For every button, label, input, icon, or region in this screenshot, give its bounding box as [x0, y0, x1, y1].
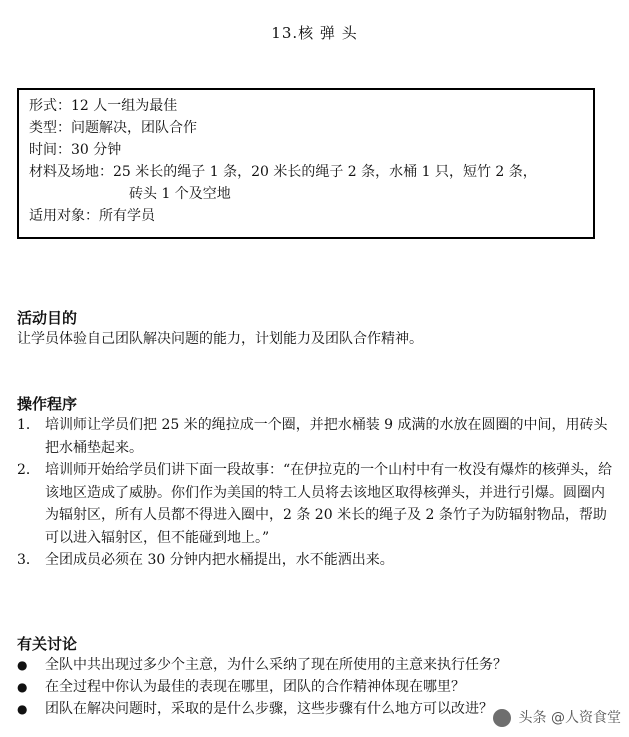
- procedure-heading: 操作程序: [17, 395, 78, 413]
- discussion-text: 全队中共出现过多少个主意，为什么采纳了现在所使用的主意来执行任务？: [45, 657, 507, 673]
- purpose-heading: 活动目的: [17, 309, 78, 327]
- purpose-section: [17, 308, 617, 350]
- procedure-step: [17, 414, 617, 459]
- watermark-logo-icon: [493, 709, 511, 727]
- discussion-item: [17, 676, 617, 698]
- step-number: 1．: [17, 417, 40, 433]
- step-text: 全团成员必须在 30 分钟内把水桶提出，水不能洒出来。: [45, 552, 394, 568]
- step-text: 培训师让学员们把 25 米的绳拉成一个圈，并把水桶装 9 成满的水放在圆圈的中间，用砖头把水桶垫起来。: [45, 417, 608, 456]
- step-text: 培训师开始给学员们讲下面一段故事：“在伊拉克的一个山村中有一枚没有爆炸的核弹头，给该地区造成了威胁。你们作为美国的特工人员将去该地区取得核弹头，并进行引爆。圆圈内为辐射区，所有人员都不得进入圈中，2 条 20 米长的绳子及 2 条竹子为防辐射物品，帮助可以进入辐射区，但不能碰到地上。”: [45, 462, 613, 546]
- watermark: [493, 707, 621, 727]
- discussion-item: [17, 654, 617, 676]
- step-number: 3．: [17, 552, 40, 568]
- info-audience: 适用对象：所有学员: [29, 208, 155, 224]
- activity-info-box: [17, 88, 595, 239]
- procedure-step: [17, 459, 617, 549]
- procedure-steps: [17, 414, 617, 572]
- procedure-section: [17, 394, 617, 572]
- bullet-icon: ●: [17, 658, 28, 672]
- procedure-step: [17, 549, 617, 572]
- discussion-heading: 有关讨论: [17, 635, 78, 653]
- bullet-icon: ●: [17, 702, 28, 716]
- purpose-text: 让学员体验自己团队解决问题的能力，计划能力及团队合作精神。: [17, 331, 423, 347]
- watermark-text: 头条 @人资食堂: [518, 710, 621, 726]
- step-number: 2．: [17, 462, 40, 478]
- page-title: 13.核 弹 头: [271, 24, 358, 42]
- info-type: 类型：问题解决，团队合作: [29, 120, 197, 136]
- discussion-text: 在全过程中你认为最佳的表现在哪里，团队的合作精神体现在哪里？: [45, 679, 465, 695]
- discussion-text: 团队在解决问题时，采取的是什么步骤，这些步骤有什么地方可以改进？: [45, 701, 493, 717]
- info-time: 时间：30 分钟: [29, 142, 122, 158]
- info-form: 形式：12 人一组为最佳: [29, 98, 178, 114]
- info-materials: 材料及场地：25 米长的绳子 1 条，20 米长的绳子 2 条，水桶 1 只，短竹 2 条，: [29, 164, 537, 180]
- bullet-icon: ●: [17, 680, 28, 694]
- info-materials-continued: 砖头 1 个及空地: [129, 186, 231, 202]
